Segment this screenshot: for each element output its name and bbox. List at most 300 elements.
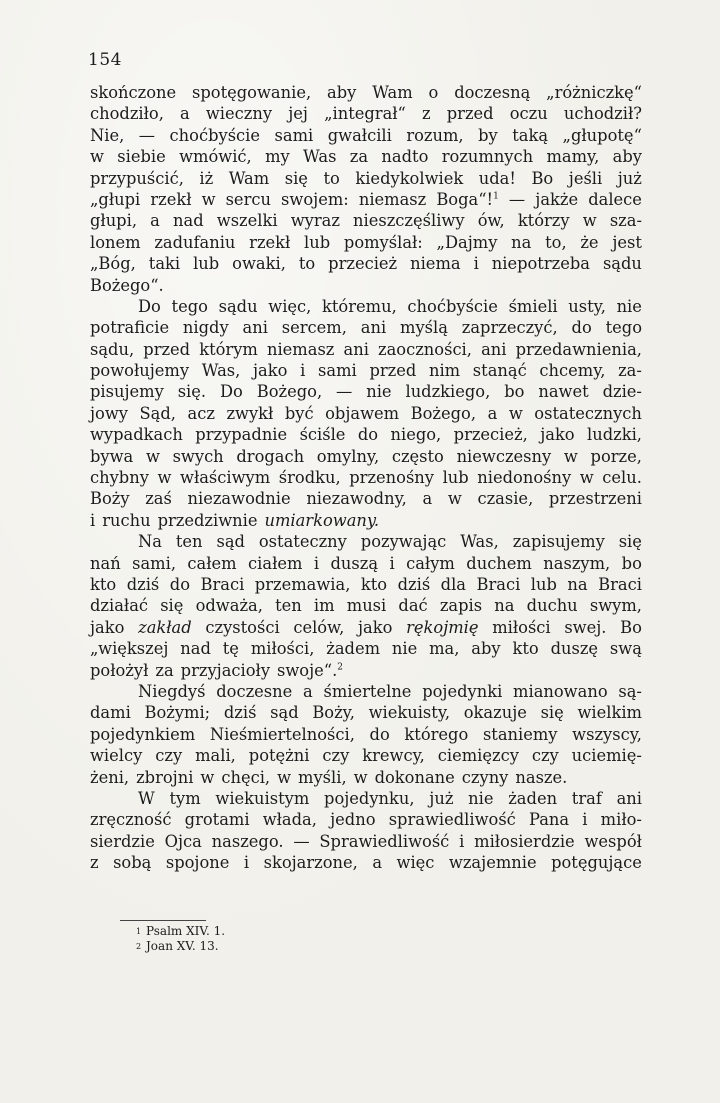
footnote-text: Joan XV. 13. — [146, 939, 219, 953]
word: czyny — [461, 767, 509, 787]
word: ani — [360, 318, 387, 338]
word: — — [138, 125, 156, 145]
word: nad — [173, 211, 204, 231]
word: nie — [616, 296, 642, 316]
word: celów, — [293, 617, 345, 637]
page-number: 154 — [88, 50, 122, 70]
word: nieszczęśliwy — [353, 211, 465, 231]
word: sami — [318, 361, 357, 381]
word: taki — [148, 254, 181, 274]
word: lub — [193, 254, 220, 274]
word: żeni, — [90, 767, 130, 787]
footnotes — [136, 924, 225, 954]
word: spotęgowanie, — [192, 83, 312, 102]
word: ten — [175, 532, 203, 552]
word: niepotrzeba — [491, 254, 590, 274]
footnote-text: Psalm XIV. 1. — [146, 924, 226, 938]
word: mianowano — [513, 681, 608, 701]
word: na — [494, 596, 515, 616]
word: „głupotę“ — [562, 125, 642, 145]
word: z — [422, 104, 431, 124]
word: zręczność — [90, 810, 172, 830]
word: którego — [404, 724, 469, 744]
text-line — [90, 403, 642, 424]
word: duchu — [526, 596, 578, 616]
word: kto — [90, 574, 117, 594]
word: wyraz — [290, 211, 340, 231]
word: a — [422, 489, 433, 509]
word: iż — [199, 168, 214, 188]
word: Bożymi; — [144, 703, 211, 723]
word: nie — [366, 382, 392, 402]
word: przyjacioły — [180, 660, 271, 680]
word: jest — [612, 232, 642, 252]
text-line — [90, 660, 642, 681]
word: Braci — [598, 574, 642, 594]
word: sami, — [132, 553, 176, 573]
word: nie — [391, 639, 418, 659]
word: sami — [274, 125, 314, 145]
word: żadem — [326, 639, 381, 659]
word: spojone — [165, 853, 230, 873]
text-line — [90, 168, 642, 189]
word: gwałcili — [327, 125, 392, 145]
word: miłości — [492, 617, 551, 637]
word: działać — [90, 596, 149, 616]
word: zapisujemy — [512, 532, 605, 552]
word: taką — [512, 125, 549, 145]
word: sądu, — [90, 339, 135, 359]
word: nad — [180, 639, 211, 659]
footnote-ref: 2 — [337, 662, 344, 673]
text-line — [90, 831, 642, 852]
word: tego — [605, 318, 642, 338]
word: Sąd, — [139, 403, 176, 423]
word: duchem — [466, 553, 532, 573]
word: niedonośny — [477, 468, 572, 488]
word: śmieli — [508, 296, 558, 316]
word: wypadkach — [90, 425, 183, 445]
word: chcemy, — [539, 361, 606, 381]
word: Do — [219, 382, 243, 402]
word: dziś — [397, 574, 431, 594]
word: rzekł — [150, 189, 192, 209]
word: przedziwnie — [157, 510, 258, 530]
text-line — [90, 125, 642, 146]
word: lonem — [90, 232, 141, 252]
word: czy — [531, 746, 559, 766]
word: jowy — [90, 403, 128, 423]
word: Bożego“. — [90, 275, 164, 295]
word: zaprzeczyć, — [461, 318, 558, 338]
word: i — [90, 510, 96, 530]
word: Na — [138, 532, 162, 552]
word: „większej — [90, 639, 169, 659]
word: jedno — [330, 810, 376, 830]
word: głupi, — [90, 211, 137, 231]
word: jako — [90, 617, 125, 637]
word: ma, — [429, 639, 460, 659]
text-line — [90, 339, 642, 360]
text-line — [90, 617, 642, 638]
word: skończone — [90, 83, 177, 102]
word: odważa, — [195, 596, 263, 616]
text-line — [90, 253, 642, 274]
word: ani — [481, 339, 507, 359]
word: rozum, — [406, 125, 464, 145]
word: krewcy, — [362, 746, 425, 766]
footnote-mark: 2 — [136, 942, 142, 951]
word: Sprawiedliwość — [319, 831, 450, 851]
word: swą — [609, 639, 642, 659]
text-line — [90, 146, 642, 167]
word: w — [145, 446, 160, 466]
text-line — [90, 103, 642, 124]
word: sąd — [270, 703, 299, 723]
word: kto — [512, 639, 539, 659]
word: Boży, — [312, 703, 355, 723]
word: Nieśmiertelności, — [209, 724, 355, 744]
word: w — [157, 468, 172, 488]
word: sierdzie — [90, 831, 155, 851]
word: niemasz — [266, 339, 335, 359]
word: aby — [471, 639, 501, 659]
text-line — [90, 745, 642, 766]
word: przemawia, — [254, 574, 351, 594]
word: duszą — [330, 553, 379, 573]
word: potraficie — [90, 318, 170, 338]
word: tym — [169, 788, 201, 808]
text-line — [90, 275, 642, 296]
word: doczesną — [454, 83, 531, 102]
word: Do — [138, 296, 161, 316]
word: Wam — [372, 83, 413, 102]
word: dzie- — [602, 382, 642, 402]
footnote — [136, 939, 225, 954]
word: swoje“.$^2$ — [277, 660, 344, 680]
word: doczesne — [216, 681, 293, 701]
word: i — [582, 810, 588, 830]
word: że — [580, 232, 599, 252]
word: choćbyście — [169, 125, 261, 145]
word: i — [300, 361, 306, 381]
word: więc — [396, 853, 435, 873]
word: rękojmię — [406, 617, 479, 637]
word: niewczesny — [456, 446, 552, 466]
word: traf — [571, 788, 602, 808]
word: zaoczności, — [378, 339, 472, 359]
word: a — [180, 104, 190, 124]
word: nasze. — [515, 767, 568, 787]
word: wszelki — [216, 211, 278, 231]
text-line — [90, 531, 642, 552]
text-line — [90, 574, 642, 595]
word: sobą — [113, 853, 152, 873]
word: lub — [442, 468, 469, 488]
word: Bożego, — [410, 403, 477, 423]
word: w — [447, 489, 462, 509]
word: się — [540, 703, 564, 723]
word: w — [201, 189, 216, 209]
word: „głupi — [90, 189, 141, 209]
word: rzekł — [249, 232, 291, 252]
word: skojarzone, — [263, 853, 358, 873]
word: Ojca — [164, 831, 202, 851]
word: na — [511, 232, 532, 252]
word: staniemy — [482, 724, 558, 744]
body-text — [90, 82, 642, 873]
word: na — [567, 574, 588, 594]
word: acz — [187, 403, 215, 423]
word: nim — [428, 361, 461, 381]
word: miłosierdzie — [474, 831, 575, 851]
word: sercu — [225, 189, 271, 209]
word: chybny — [90, 468, 149, 488]
text-line — [90, 702, 642, 723]
word: niezawodnie — [187, 489, 291, 509]
text-line — [90, 638, 642, 659]
word: powołujemy — [90, 361, 190, 381]
word: my — [265, 147, 290, 167]
word: Bożego, — [256, 382, 323, 402]
word: by — [478, 125, 498, 145]
word: wiekuisty, — [368, 703, 451, 723]
word: uchodził? — [563, 104, 642, 124]
word: chodziło, — [90, 104, 164, 124]
word: i — [389, 553, 395, 573]
word: nań — [90, 553, 121, 573]
word: Braci — [476, 574, 521, 594]
word: ostatecznych — [534, 403, 642, 423]
word: bo — [504, 382, 525, 402]
word: a — [372, 853, 383, 873]
word: swojem: — [281, 189, 349, 209]
text-line — [90, 852, 642, 873]
text-line — [90, 381, 642, 402]
word: przed — [446, 104, 494, 124]
word: ani — [242, 318, 268, 338]
word: potężni — [248, 746, 310, 766]
word: niemasz — [358, 189, 427, 209]
text-line — [90, 232, 642, 253]
text-line — [90, 189, 642, 210]
word: ludzkiego, — [405, 382, 491, 402]
text-line — [90, 296, 642, 317]
text-line — [90, 446, 642, 467]
word: właściwym — [180, 468, 271, 488]
word: jako — [357, 617, 393, 637]
word: myślą — [400, 318, 448, 338]
word: pozywając — [360, 532, 447, 552]
word: za- — [618, 361, 642, 381]
word: się. — [177, 382, 207, 402]
word: to — [323, 168, 340, 188]
word: grotami — [184, 810, 250, 830]
word: Boga“!$^1$ — [436, 189, 499, 209]
word: ciemięzcy — [437, 746, 519, 766]
word: się — [284, 168, 308, 188]
word: i — [473, 254, 479, 274]
word: w — [353, 767, 368, 787]
word: swych — [172, 446, 224, 466]
word: sądu — [602, 254, 642, 274]
word: już — [429, 788, 454, 808]
word: Bo — [531, 168, 554, 188]
word: Was — [303, 147, 337, 167]
word: Braci — [200, 574, 245, 594]
word: sercem, — [281, 318, 347, 338]
word: Nie, — [90, 125, 125, 145]
word: — — [508, 189, 526, 209]
word: dla — [440, 574, 467, 594]
word: miło- — [600, 810, 642, 830]
word: uciemię- — [571, 746, 642, 766]
word: jeśli — [568, 168, 603, 188]
word: śmiertelne — [323, 681, 412, 701]
text-line — [90, 510, 642, 531]
word: ani — [343, 339, 369, 359]
word: chęci, — [221, 767, 271, 787]
word: umiarkowany. — [264, 510, 380, 530]
word: i — [243, 853, 250, 873]
word: sądu — [218, 296, 258, 316]
text-line — [90, 809, 642, 830]
word: wieczny — [205, 104, 273, 124]
word: mali, — [195, 746, 236, 766]
word: całym — [406, 553, 455, 573]
word: objawem — [325, 403, 400, 423]
word: nadto — [381, 147, 429, 167]
word: swej. — [564, 617, 607, 637]
word: wzajemnie — [448, 853, 537, 873]
word: lub — [304, 232, 331, 252]
word: ciałem — [248, 553, 303, 573]
word: za — [155, 660, 174, 680]
word: sąd — [216, 532, 245, 552]
word: więc, — [268, 296, 312, 316]
word: przypuścić, — [90, 168, 184, 188]
word: stanąć — [472, 361, 527, 381]
text-line — [90, 317, 642, 338]
word: swym, — [589, 596, 642, 616]
word: któremu, — [322, 296, 397, 316]
word: „integrał“ — [324, 104, 406, 124]
word: za — [349, 147, 369, 167]
word: pomyślał: — [343, 232, 423, 252]
word: czy — [322, 746, 350, 766]
word: jakże — [535, 189, 579, 209]
word: się — [618, 532, 642, 552]
word: potęgujące — [551, 853, 642, 873]
word: nawet — [538, 382, 589, 402]
word: „różniczkę“ — [546, 83, 642, 102]
word: miłości, — [250, 639, 315, 659]
word: Was, — [460, 532, 499, 552]
word: pojedynku, — [324, 788, 415, 808]
word: okazuje — [463, 703, 527, 723]
word: do — [357, 425, 379, 445]
word: przecież — [328, 254, 398, 274]
word: owaki, — [232, 254, 286, 274]
word: drogach — [236, 446, 305, 466]
word: ten — [275, 596, 302, 616]
word: celu. — [602, 468, 642, 488]
word: sprawiedliwość — [388, 810, 516, 830]
word: Bo — [620, 617, 642, 637]
word: zakład — [138, 617, 192, 637]
word: w — [579, 468, 594, 488]
word: porze, — [590, 446, 642, 466]
word: w — [563, 446, 578, 466]
word: zwykł — [226, 403, 274, 423]
word: przed — [143, 339, 191, 359]
word: przenośny — [349, 468, 434, 488]
word: położył — [90, 660, 149, 680]
word: dalece — [588, 189, 642, 209]
word: to, — [545, 232, 567, 252]
word: W — [138, 788, 155, 808]
word: wmówić, — [179, 147, 252, 167]
word: którzy — [517, 211, 570, 231]
word: bywa — [90, 446, 134, 466]
word: im — [313, 596, 335, 616]
text-line — [90, 360, 642, 381]
word: przypadnie — [195, 425, 288, 445]
word: zaś — [145, 489, 172, 509]
text-line — [90, 210, 642, 231]
text-line — [90, 553, 642, 574]
word: przecież, — [453, 425, 528, 445]
word: pojedynki — [422, 681, 503, 701]
word: a — [303, 681, 313, 701]
word: Niegdyś — [138, 681, 206, 701]
text-line — [90, 488, 642, 509]
word: Pana — [528, 810, 570, 830]
word: ruchu — [102, 510, 151, 530]
word: tego — [171, 296, 208, 316]
word: rozumnych — [441, 147, 534, 167]
word: siebie — [117, 147, 166, 167]
word: w — [90, 147, 104, 167]
word: „Bóg, — [90, 254, 136, 274]
word: nie — [468, 788, 494, 808]
word: żaden — [508, 788, 558, 808]
word: — — [293, 831, 310, 851]
word: „Dajmy — [436, 232, 498, 252]
footnote-ref: 1 — [493, 191, 499, 202]
word: pisujemy — [90, 382, 164, 402]
word: wielkim — [577, 703, 642, 723]
word: a — [150, 211, 160, 231]
word: choćbyście — [407, 296, 498, 316]
word: — — [336, 382, 353, 402]
word: niema — [410, 254, 461, 274]
word: środku, — [278, 468, 341, 488]
word: do — [369, 724, 390, 744]
word: w — [200, 767, 215, 787]
footnote-rule — [120, 920, 206, 921]
word: Was, — [201, 361, 241, 381]
word: często — [391, 446, 444, 466]
word: którym — [199, 339, 258, 359]
word: a — [487, 403, 498, 423]
word: w — [277, 767, 292, 787]
word: ściśle — [299, 425, 346, 445]
word: uda! — [478, 168, 516, 188]
word: bo — [621, 553, 642, 573]
word: jej — [288, 104, 308, 124]
word: dać — [398, 596, 428, 616]
